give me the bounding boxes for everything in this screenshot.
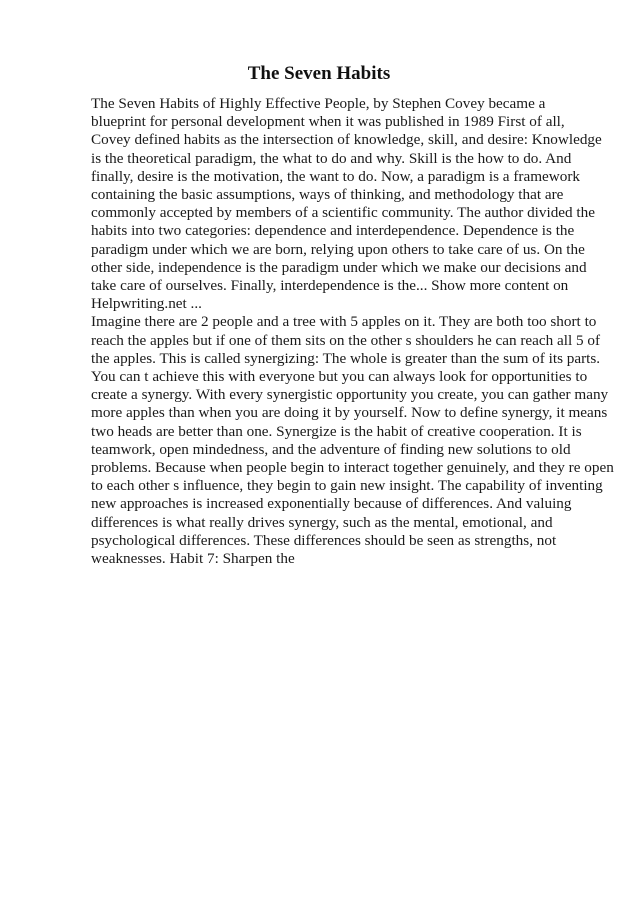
text-line: commonly accepted by members of a scientific community. The author divided the [91, 204, 595, 222]
text-line: to each other s influence, they begin to gain new insight. The capability of inventing [91, 477, 603, 495]
text-line: weaknesses. Habit 7: Sharpen the [91, 550, 295, 568]
text-line: You can t achieve this with everyone but you can always look for opportunities to [91, 368, 588, 386]
body-text [91, 95, 614, 568]
text-line: Covey defined habits as the intersection of knowledge, skill, and desire: Knowledge [91, 131, 602, 149]
text-line: the apples. This is called synergizing: The whole is greater than the sum of its parts. [91, 349, 601, 367]
text-line: is the theoretical paradigm, the what to do and why. Skill is the how to do. And [91, 149, 572, 167]
text-line: The Seven Habits of Highly Effective People, by Stephen Covey became a [91, 95, 546, 112]
text-line: teamwork, open mindedness, and the adventure of finding new solutions to old [91, 440, 571, 458]
text-line: psychological differences. These differences should be seen as strengths, not [91, 531, 557, 549]
text-line: more apples than when you are doing it by yourself. Now to define synergy, it means [91, 404, 608, 422]
text-line: other side, independence is the paradigm under which we make our decisions and [91, 258, 587, 276]
text-line: habits into two categories: dependence and interdependence. Dependence is the [91, 222, 575, 240]
text-line: Helpwriting.net ... [91, 295, 202, 313]
text-line: new approaches is increased exponentially because of differences. And valuing [91, 495, 572, 513]
text-line: take care of ourselves. Finally, interdependence is the... Show more content on [91, 277, 569, 295]
text-line: problems. Because when people begin to interact together genuinely, and they re open [91, 459, 614, 477]
text-line: blueprint for personal development when it was published in 1989 First of all, [91, 113, 565, 131]
text-line: Imagine there are 2 people and a tree with 5 apples on it. They are both too short to [91, 313, 597, 331]
text-line: reach the apples but if one of them sits on the other s shoulders he can reach all 5 of [91, 331, 601, 349]
text-line: create a synergy. With every synergistic opportunity you create, you can gather many [91, 386, 609, 404]
text-line: containing the basic assumptions, ways of thinking, and methodology that are [91, 186, 564, 204]
text-line: finally, desire is the motivation, the want to do. Now, a paradigm is a framework [91, 167, 580, 185]
text-line: two heads are better than one. Synergize is the habit of creative cooperation. It is [91, 422, 582, 440]
text-line: differences is what really drives synergy, such as the mental, emotional, and [91, 513, 553, 531]
text-line: paradigm under which we are born, relying upon others to take care of us. On the [91, 240, 585, 258]
page-title: The Seven Habits [247, 63, 391, 84]
